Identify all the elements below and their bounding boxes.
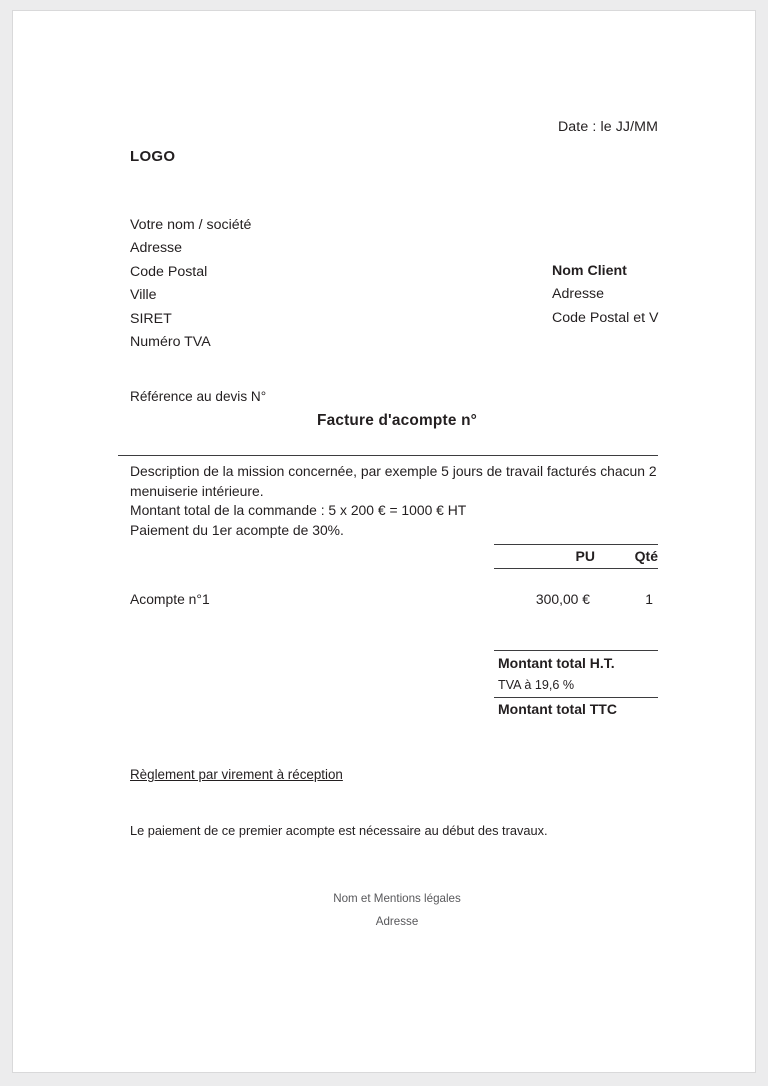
- footer-legal-mentions: Nom et Mentions légales: [333, 892, 461, 905]
- total-vat-label: TVA à 19,6 %: [498, 678, 575, 692]
- sender-line-postal-code: Code Postal: [130, 263, 208, 280]
- quote-reference: Référence au devis N°: [130, 389, 267, 404]
- table-row-quantity: 1: [645, 591, 653, 607]
- page-footer: [13, 887, 756, 933]
- sender-line-siret: SIRET: [130, 310, 172, 327]
- table-header-unit-price: PU: [575, 548, 595, 564]
- table-header-top-rule: [494, 544, 658, 545]
- payment-terms: Règlement par virement à réception: [130, 767, 343, 782]
- table-row-unit-price: 300,00 €: [535, 591, 590, 607]
- invoice-date: Date : le JJ/MM: [557, 119, 658, 135]
- sender-line-vat-number: Numéro TVA: [130, 334, 211, 351]
- footer-address: Adresse: [375, 915, 419, 928]
- sender-line-company: Votre nom / société: [130, 217, 252, 233]
- sender-line-address: Adresse: [130, 240, 183, 257]
- table-row-label: Acompte n°1: [130, 591, 210, 607]
- client-address-block: [552, 260, 658, 330]
- totals-middle-rule: [494, 697, 658, 698]
- client-name: Nom Client: [552, 263, 627, 279]
- invoice-title: Facture d'acompte n°: [316, 412, 478, 429]
- totals-top-rule: [494, 650, 658, 651]
- invoice-page: [12, 10, 756, 1073]
- client-city-line: Code Postal et V: [552, 309, 659, 326]
- description-line-2: menuiserie intérieure.: [130, 482, 264, 499]
- logo-placeholder: LOGO: [130, 148, 176, 165]
- table-header-bottom-rule: [494, 568, 658, 569]
- description-line-3: Montant total de la commande : 5 x 200 € = 1000 € HT: [130, 502, 467, 519]
- sender-line-city: Ville: [130, 287, 157, 304]
- sender-address-block: [130, 214, 251, 354]
- client-address: Adresse: [552, 286, 605, 303]
- total-ht-label: Montant total H.T.: [498, 655, 615, 671]
- description-top-rule: [118, 455, 658, 456]
- description-line-1: Description de la mission concernée, par exemple 5 jours de travail facturés chacun 2: [130, 463, 657, 479]
- payment-note: Le paiement de ce premier acompte est nécessaire au début des travaux.: [130, 823, 548, 838]
- mission-description: [130, 462, 686, 540]
- description-line-4: Paiement du 1er acompte de 30%.: [130, 521, 344, 538]
- total-ttc-label: Montant total TTC: [498, 701, 617, 717]
- table-header-quantity: Qté: [634, 548, 658, 564]
